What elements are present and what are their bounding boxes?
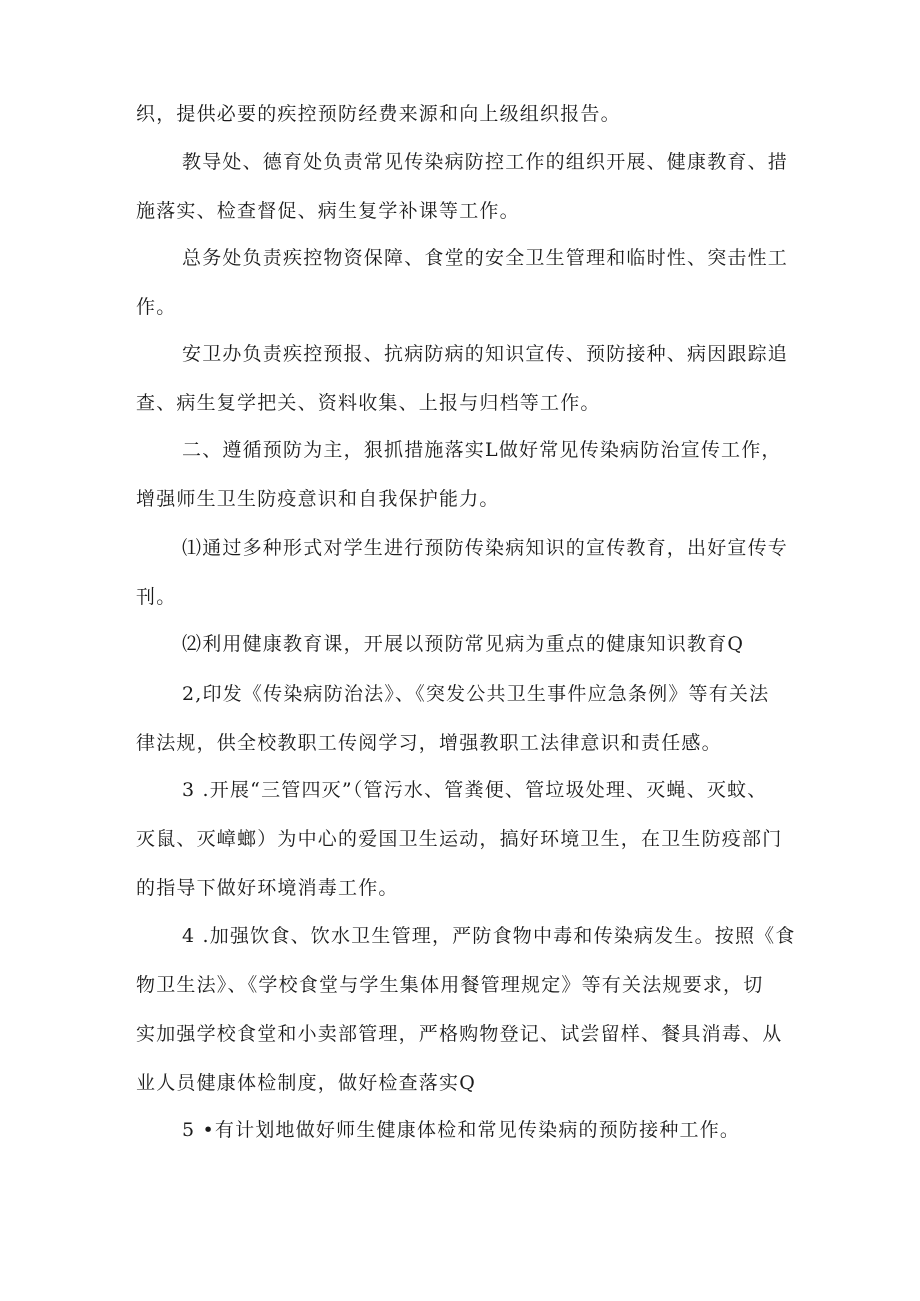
paragraph-line: 业人员健康体检制度，做好检查落实Q — [136, 1072, 476, 1094]
paragraph-line: 5 •有计划地做好师生健康体检和常见传染病的预防接种工作。 — [182, 1119, 741, 1141]
paragraph-10 — [136, 912, 796, 1108]
paragraph-line: 灭鼠、灭嶂螂）为中心的爱国卫生运动，搞好环境卫生，在卫生防疫部门 — [136, 828, 783, 850]
paragraph-line: 总务处负责疾控物资保障、食堂的安全卫生管理和临时性、突击性工 — [182, 247, 789, 269]
paragraph-2 — [136, 138, 791, 236]
paragraph-9 — [136, 766, 791, 913]
paragraph-line: 3 .开展“三管四灭”（管污水、管粪便、管垃圾处理、灭蝇、灭蚊、 — [182, 779, 768, 801]
paragraph-line: 律法规，供全校教职工传阅学习，增强教职工法律意识和责任感。 — [136, 732, 722, 754]
paragraph-4 — [136, 330, 791, 428]
paragraph-6 — [136, 524, 791, 622]
paragraph-8 — [136, 670, 791, 768]
paragraph-1 — [136, 90, 791, 139]
paragraph-line: ⑵利用健康教育课，开展以预防常见病为重点的健康知识教育Q — [182, 633, 745, 655]
paragraph-line: 实加强学校食堂和小卖部管理，严格购物登记、试尝留样、餐具消毒、从 — [136, 1023, 783, 1045]
paragraph-11 — [136, 1106, 791, 1155]
paragraph-line: 4 .加强饮食、饮水卫生管理，严防食物中毒和传染病发生。按照《食 — [182, 925, 796, 947]
paragraph-7 — [136, 620, 791, 669]
paragraph-line: 作。 — [136, 296, 177, 318]
paragraph-line: 物卫生法》、《学校食堂与学生集体用餐管理规定》等有关法规要求，切 — [136, 974, 764, 996]
paragraph-line: 刊。 — [136, 586, 177, 608]
paragraph-line: 2,印发《传染病防治法》、《突发公共卫生事件应急条例》等有关法 — [182, 683, 770, 705]
paragraph-line: 查、病生复学把关、资料收集、上报与归档等工作。 — [136, 392, 601, 414]
paragraph-line: 的指导下做好环境消毒工作。 — [136, 877, 399, 899]
paragraph-line: 教导处、德育处负责常见传染病防控工作的组织开展、健康教育、措 — [182, 151, 789, 173]
paragraph-3 — [136, 234, 791, 332]
paragraph-line: 施落实、检查督促、病生复学补课等工作。 — [136, 200, 520, 222]
paragraph-line: ⑴通过多种形式对学生进行预防传染病知识的宣传教育，出好宣传专 — [182, 537, 789, 559]
paragraph-line: 织，提供必要的疾控预防经费来源和向上级组织报告。 — [136, 103, 621, 125]
paragraph-5-section-heading — [136, 426, 791, 524]
paragraph-line: 二、遵循预防为主，狠抓措施落实L做好常见传染病防治宣传工作， — [182, 439, 782, 461]
paragraph-line: 安卫办负责疾控预报、抗病防病的知识宣传、预防接种、病因跟踪追 — [182, 343, 789, 365]
paragraph-line: 增强师生卫生防疫意识和自我保护能力。 — [136, 488, 500, 510]
